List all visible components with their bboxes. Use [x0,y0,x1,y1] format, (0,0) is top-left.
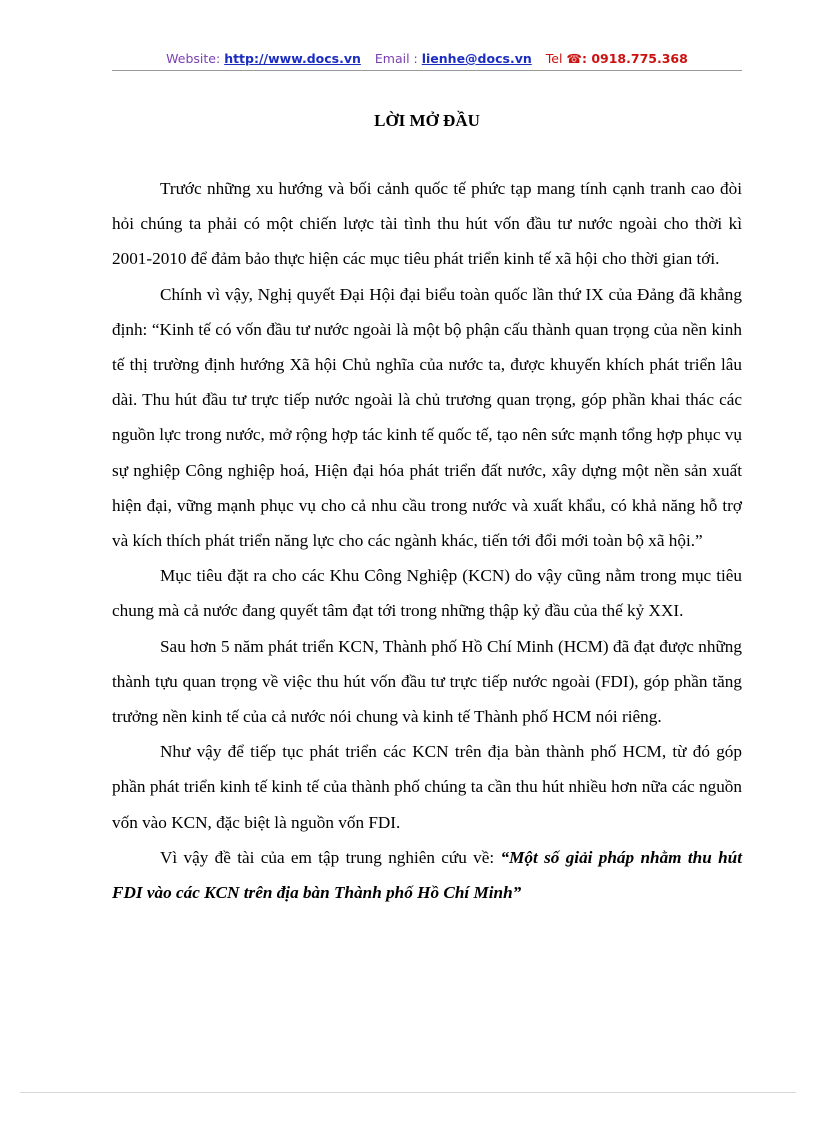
telephone-icon: ☎ [566,51,582,66]
website-link[interactable]: http://www.docs.vn [224,51,361,66]
paragraph: Như vậy để tiếp tục phát triển các KCN trên địa bàn thành phố HCM, từ đó góp phần phát triển kinh tế kinh tế của thành phố chúng ta cần thu hút nhiều hơn nữa các nguồn vốn vào KCN, đặc biệt là nguồn vốn FDI. [112,742,742,832]
paragraph-lead: Vì vậy đề tài của em tập trung nghiên cứu về: [160,847,501,867]
thesis-topic: “Một số giải pháp nhằm thu hút FDI vào các KCN trên địa bàn Thành phố Hồ Chí Minh” [112,847,742,903]
paragraph: Chính vì vậy, Nghị quyết Đại Hội đại biểu toàn quốc lần thứ IX của Đảng đã khẳng định: “Kinh tế có vốn đầu tư nước ngoài là một bộ phận cấu thành quan trọng của nền kinh tế thị trường định hướng Xã hội Chủ nghĩa của nước ta, được khuyến khích phát triển lâu dài. Thu hút đầu tư trực tiếp nước ngoài là chủ trương quan trọng, góp phần khai thác các nguồn lực trong nước, mở rộng hợp tác kinh tế quốc tế, tạo nên sức mạnh tổng hợp phục vụ sự nghiệp Công nghiệp hoá, Hiện đại hóa phát triển đất nước, xây dựng một nền sản xuất hiện đại, vững mạnh phục vụ cho cả nhu cầu trong nước và xuất khẩu, có khả năng hỗ trợ và kích thích phát triển năng lực cho các ngành khác, tiến tới đổi mới toàn bộ xã hội.” [112,284,742,551]
page-title: LỜI MỞ ĐẦU [374,111,480,130]
document-body [112,171,742,910]
paragraph: Mục tiêu đặt ra cho các Khu Công Nghiệp (KCN) do vậy cũng nằm trong mục tiêu chung mà cả nước đang quyết tâm đạt tới trong những thập kỷ đầu của thế kỷ XXI. [112,566,742,621]
phone-number: : 0918.775.368 [581,51,688,66]
email-label: Email : [374,51,422,66]
email-link[interactable]: lienhe@docs.vn [421,51,532,66]
website-label: Website: [166,51,225,66]
header-divider [112,70,742,71]
tel-label: Tel [545,51,567,66]
paragraph: Trước những xu hướng và bối cảnh quốc tế phức tạp mang tính cạnh tranh cao đòi hỏi chúng ta phải có một chiến lược tài tình thu hút vốn đầu tư nước ngoài cho thời kì 2001-2010 để đảm bảo thực hiện các mục tiêu phát triển kinh tế xã hội cho thời gian tới. [112,179,742,269]
page-header [112,50,742,68]
footer-divider [20,1092,796,1093]
paragraph-final [112,840,742,910]
paragraph: Sau hơn 5 năm phát triển KCN, Thành phố Hồ Chí Minh (HCM) đã đạt được những thành tựu quan trọng về việc thu hút vốn đầu tư trực tiếp nước ngoài (FDI), góp phần tăng trưởng nền kinh tế của cả nước nói chung và kinh tế Thành phố HCM nói riêng. [112,636,742,727]
